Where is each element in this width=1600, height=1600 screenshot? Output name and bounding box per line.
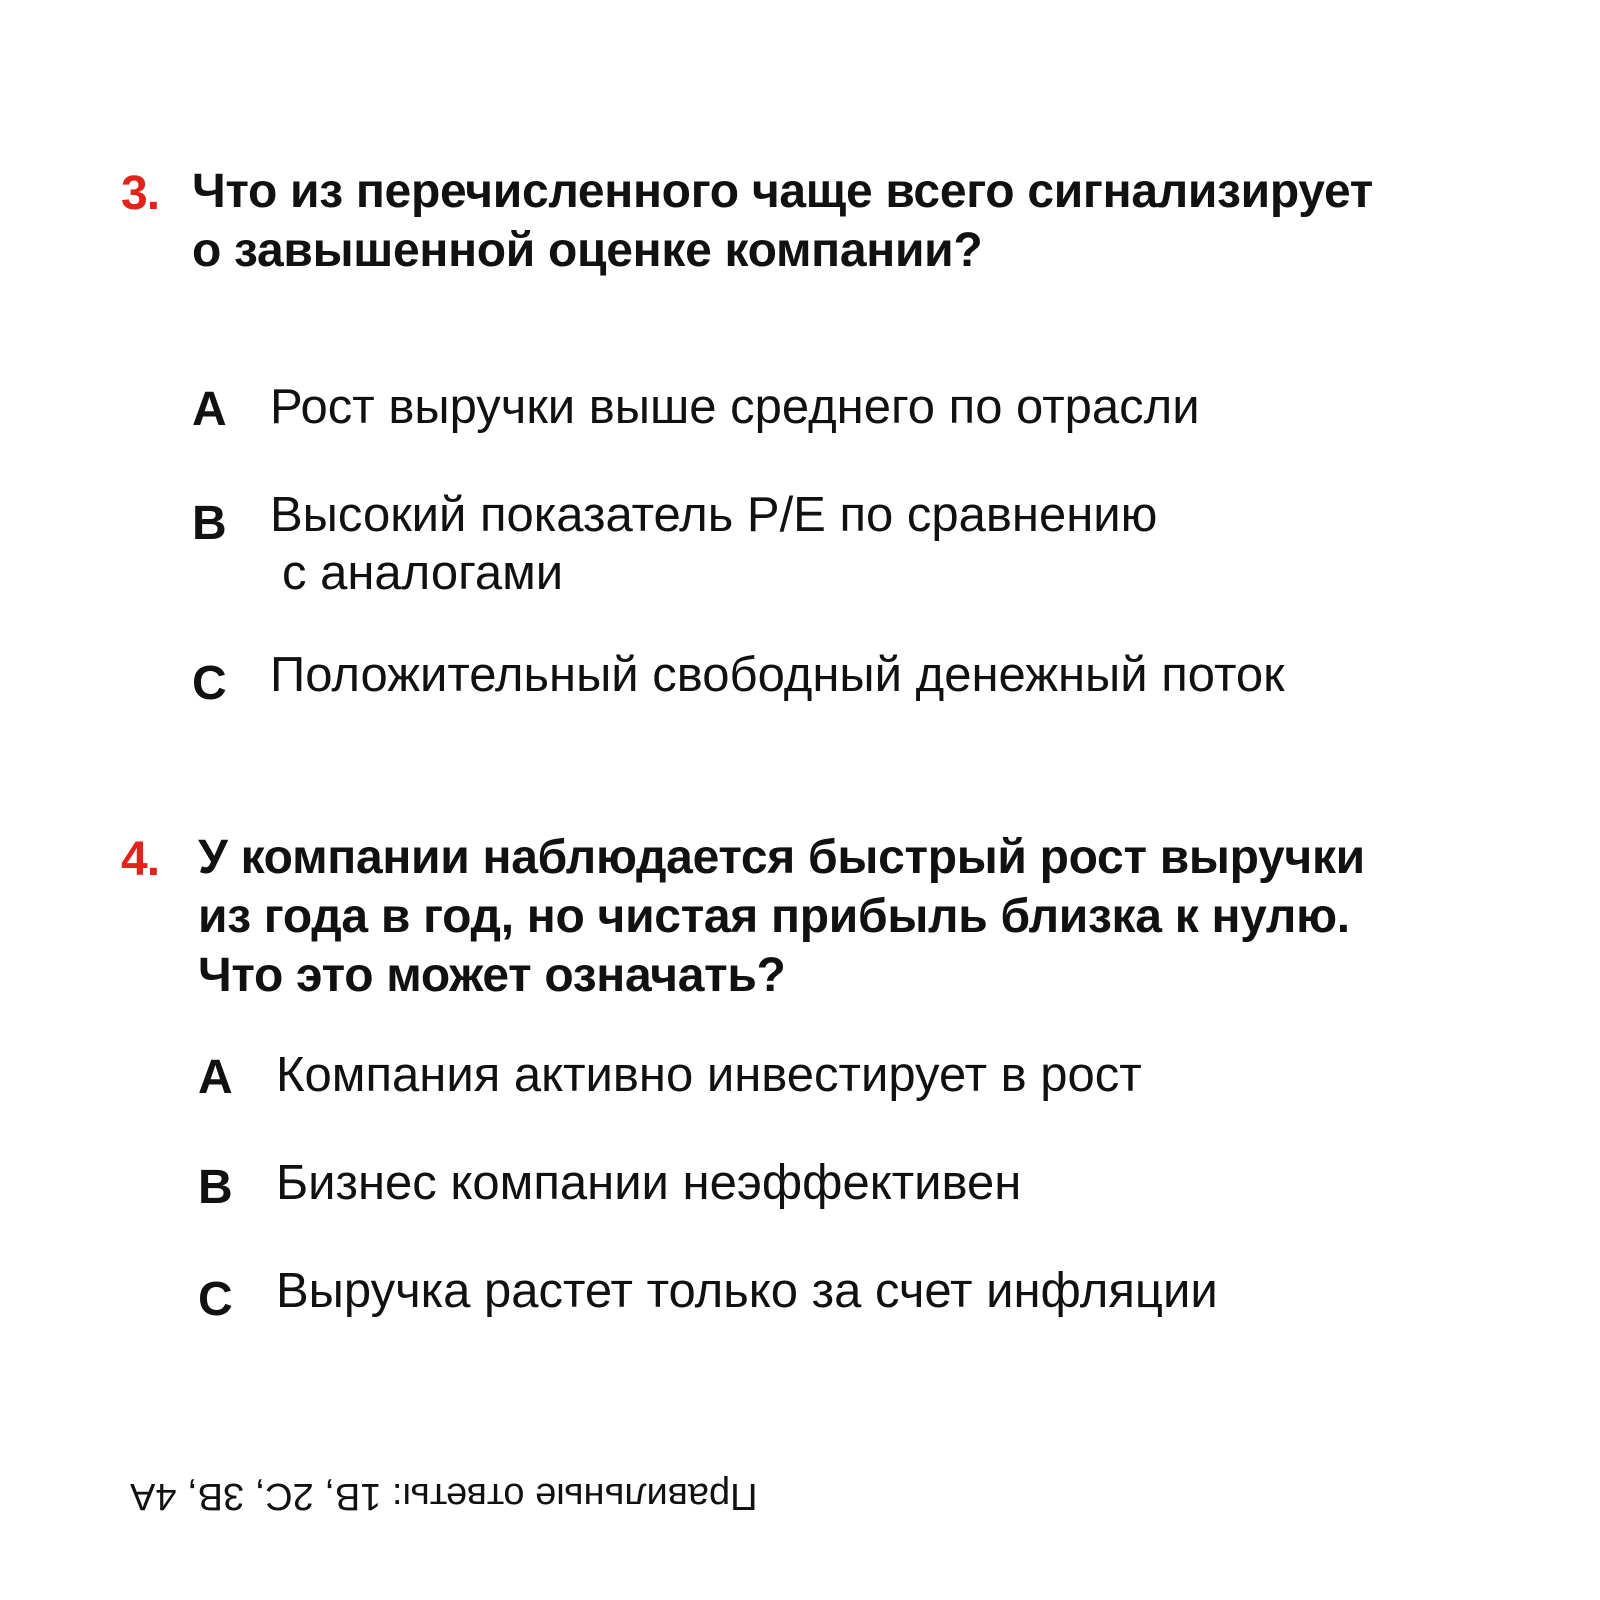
option-letter: B (192, 497, 227, 550)
option-text: Выручка растет только за счет инфляции (276, 1264, 1218, 1318)
option-text-line1: Высокий показатель P/E по сравнению (270, 488, 1158, 542)
option-letter: A (192, 383, 227, 436)
option-text-line2: с аналогами (282, 546, 564, 600)
question-number: 3. (121, 167, 160, 220)
option-text: Положительный свободный денежный поток (270, 648, 1285, 702)
option-text: Бизнес компании неэффективен (276, 1156, 1022, 1210)
option-text: Рост выручки выше среднего по отрасли (270, 380, 1200, 434)
question-text: У компании наблюдается быстрый рост выручки из года в год, но чистая прибыль близка к нулю. Что это может означать? (198, 831, 1365, 1002)
option-text (270, 486, 1157, 602)
question-text: Что из перечисленного чаще всего сигнализирует о завышенной оценке компании? (192, 165, 1373, 277)
option-letter: B (198, 1161, 233, 1214)
option-letter: C (198, 1273, 233, 1326)
correct-answers-upside-down: Правильные ответы: 1B, 2C, 3B, 4A (130, 1475, 758, 1517)
question-number: 4. (121, 833, 160, 886)
option-letter: C (192, 657, 227, 710)
option-letter: A (198, 1051, 233, 1104)
option-text: Компания активно инвестирует в рост (276, 1048, 1142, 1102)
